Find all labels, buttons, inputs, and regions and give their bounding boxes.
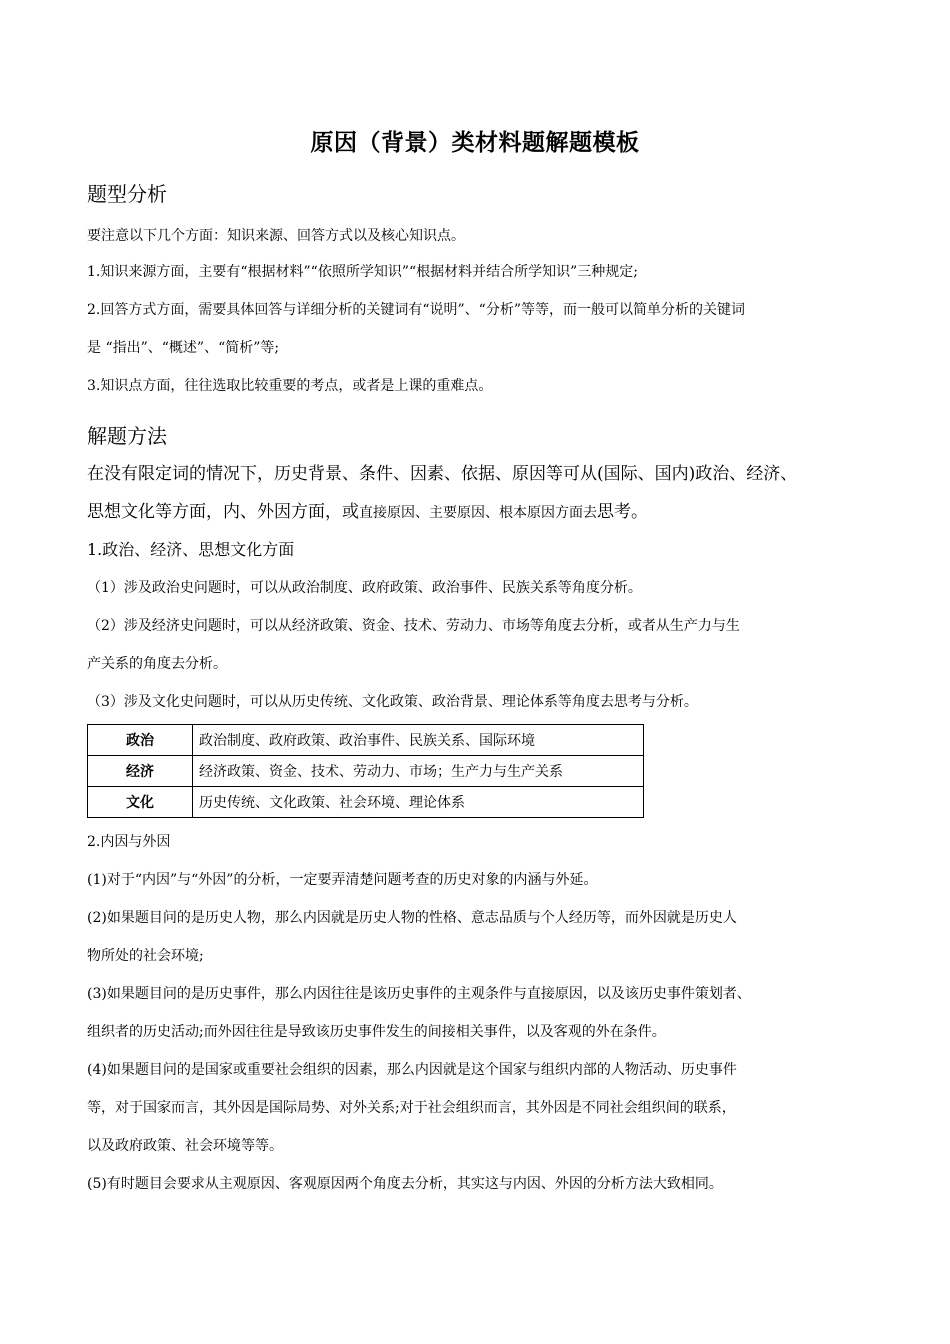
table-value-cell: 经济政策、资金、技术、劳动力、市场；生产力与生产关系 [193,756,644,787]
list-item: (1)对于“内因”与“外因”的分析，一定要弄清楚问题考查的历史对象的内涵与外延。 [87,872,598,888]
list-item: 以及政府政策、社会环境等等。 [87,1138,283,1154]
paragraph: 要注意以下几个方面：知识来源、回答方式以及核心知识点。 [87,228,465,244]
list-item: 产关系的角度去分析。 [87,656,227,672]
paragraph: 3.知识点方面，往往选取比较重要的考点，或者是上课的重难点。 [87,378,493,394]
page-title: 原因（背景）类材料题解题模板 [310,129,640,156]
intro-text-b: 直接原因、主要原因、根本原因方面去 [359,505,597,521]
list-item: （1）涉及政治史问题时，可以从政治制度、政府政策、政治事件、民族关系等角度分析。 [87,580,642,596]
table-row [88,725,644,756]
subheading: 2.内因与外因 [87,834,171,850]
table-key-cell: 政治 [88,725,193,756]
intro-line-2 [87,502,867,523]
table-key-cell: 文化 [88,787,193,818]
table-row [88,787,644,818]
intro-text-c: 思考。 [597,502,648,522]
list-item: 物所处的社会环境; [87,948,204,964]
list-item: 等，对于国家而言，其外因是国际局势、对外关系;对于社会组织而言，其外因是不同社会组织间的联系， [87,1100,736,1116]
table-key-cell: 经济 [88,756,193,787]
aspect-table [87,724,644,818]
table-row [88,756,644,787]
list-item: (5)有时题目会要求从主观原因、客观原因两个角度去分析，其实这与内因、外因的分析方法大致相同。 [87,1176,723,1192]
section-heading-method: 解题方法 [87,424,167,448]
paragraph: 是 “指出”、“概述”、“简析”等; [87,340,280,356]
list-item: （2）涉及经济史问题时，可以从经济政策、资金、技术、劳动力、市场等角度去分析，或者从生产力与生 [87,618,740,634]
subheading: 1.政治、经济、思想文化方面 [87,540,295,559]
paragraph: 1.知识来源方面，主要有“根据材料”“依照所学知识”“根据材料并结合所学知识”三种规定; [87,264,639,280]
list-item: (4)如果题目问的是国家或重要社会组织的因素，那么内因就是这个国家与组织内部的人物活动、历史事件 [87,1062,737,1078]
table-value-cell: 政治制度、政府政策、政治事件、民族关系、国际环境 [193,725,644,756]
list-item: （3）涉及文化史问题时，可以从历史传统、文化政策、政治背景、理论体系等角度去思考与分析。 [87,694,698,710]
table-value-cell: 历史传统、文化政策、社会环境、理论体系 [193,787,644,818]
intro-text-a: 思想文化等方面，内、外因方面，或 [87,502,359,522]
list-item: 组织者的历史活动;而外因往往是导致该历史事件发生的间接相关事件，以及客观的外在条件。 [87,1024,666,1040]
paragraph: 2.回答方式方面，需要具体回答与详细分析的关键词有“说明”、“分析”等等，而一般可以简单分析的关键词 [87,302,745,318]
list-item: (2)如果题目问的是历史人物，那么内因就是历史人物的性格、意志品质与个人经历等，而外因就是历史人 [87,910,737,926]
list-item: (3)如果题目问的是历史事件，那么内因往往是该历史事件的主观条件与直接原因，以及该历史事件策划者、 [87,986,751,1002]
intro-line: 在没有限定词的情况下，历史背景、条件、因素、依据、原因等可从(国际、国内)政治、经济、 [87,464,798,484]
section-heading-question-type: 题型分析 [87,182,167,206]
